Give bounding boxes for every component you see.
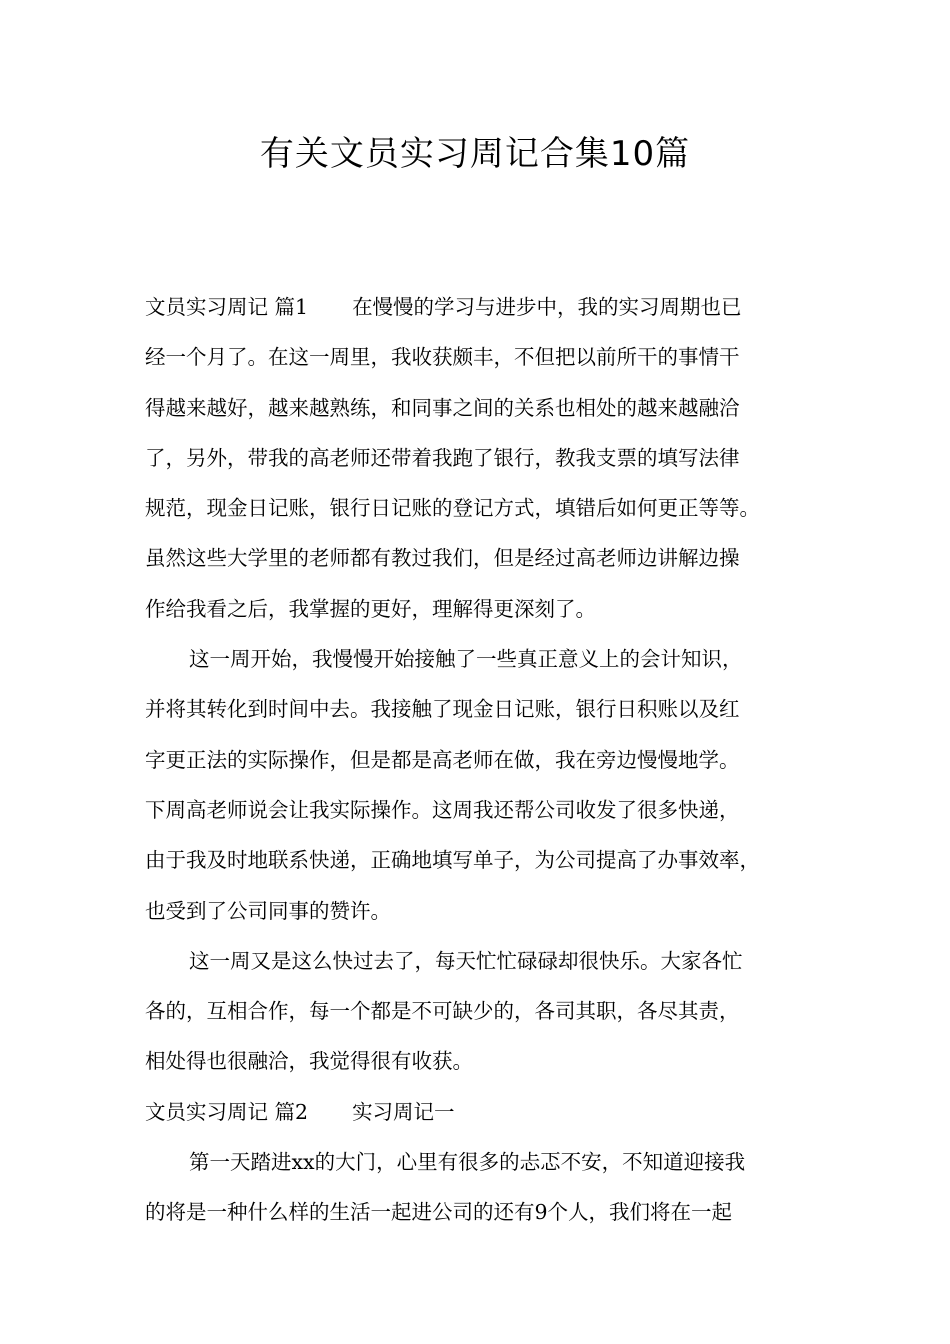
body-line: 这一周开始，我慢慢开始接触了一些真正意义上的会计知识， — [189, 647, 743, 672]
body-line: 的将是一种什么样的生活一起进公司的还有9个人，我们将在一起 — [145, 1200, 733, 1225]
section-heading: 文员实习周记 篇2 — [145, 1099, 309, 1124]
body-line: 虽然这些大学里的老师都有教过我们，但是经过高老师边讲解边操 — [145, 546, 740, 571]
body-line: 字更正法的实际操作，但是都是高老师在做，我在旁边慢慢地学。 — [145, 747, 740, 772]
body-line: 各的，互相合作，每一个都是不可缺少的，各司其职，各尽其责， — [145, 999, 740, 1024]
body-line: 了，另外，带我的高老师还带着我跑了银行，教我支票的填写法律 — [145, 445, 740, 470]
body-line: 也受到了公司同事的赞许。 — [145, 898, 391, 923]
body-line: 经一个月了。在这一周里，我收获颇丰，不但把以前所干的事情干 — [145, 345, 740, 370]
body-line: 下周高老师说会让我实际操作。这周我还帮公司收发了很多快递， — [145, 797, 740, 822]
body-line — [145, 1087, 825, 1137]
body-line: 得越来越好，越来越熟练，和同事之间的关系也相处的越来越融洽 — [145, 395, 740, 420]
document-body — [145, 282, 825, 1238]
section-heading: 文员实习周记 篇1 — [145, 295, 309, 319]
body-line — [145, 282, 825, 332]
body-line: 规范，现金日记账，银行日记账的登记方式，填错后如何更正等等。 — [145, 496, 760, 521]
document-title: 有关文员实习周记合集10篇 — [259, 134, 691, 174]
line-text: 实习周记一 — [352, 1099, 455, 1124]
body-line: 作给我看之后，我掌握的更好，理解得更深刻了。 — [145, 596, 596, 621]
body-line: 相处得也很融洽，我觉得很有收获。 — [145, 1049, 473, 1074]
line-text: 在慢慢的学习与进步中，我的实习周期也已 — [352, 295, 742, 319]
body-line: 并将其转化到时间中去。我接触了现金日记账，银行日积账以及红 — [145, 697, 740, 722]
body-line: 这一周又是这么快过去了，每天忙忙碌碌却很快乐。大家各忙 — [189, 948, 743, 973]
body-line: 由于我及时地联系快递，正确地填写单子，为公司提高了办事效率， — [145, 848, 760, 873]
body-line: 第一天踏进xx的大门，心里有很多的忐忑不安，不知道迎接我 — [189, 1150, 746, 1175]
